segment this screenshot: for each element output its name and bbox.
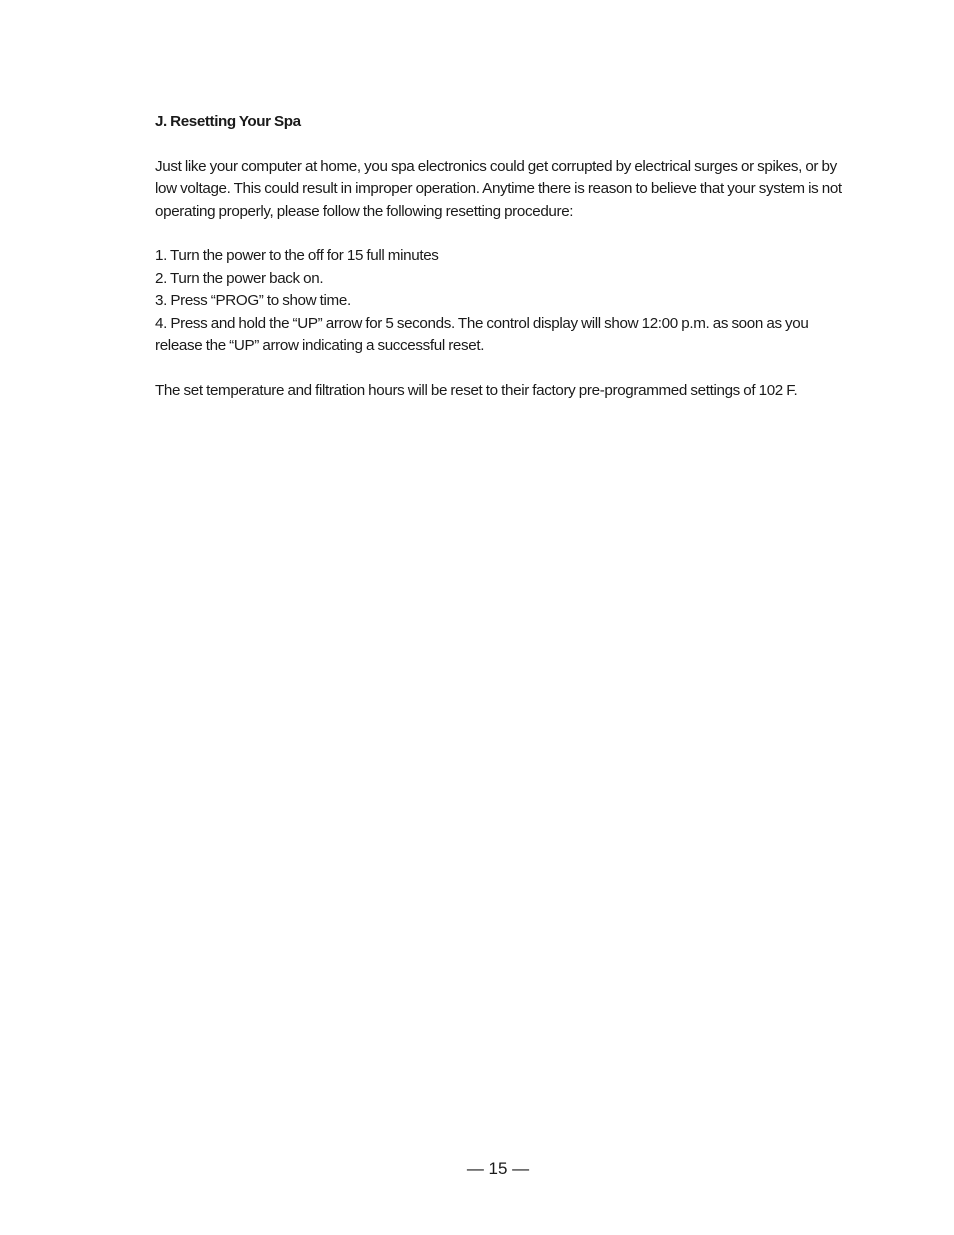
manual-section xyxy=(155,111,845,424)
reset-step: 4. Press and hold the “UP” arrow for 5 seconds. The control display will show 12:00 p.m. as soon as you release the “UP” arrow indicating a successful reset. xyxy=(155,314,809,354)
section-heading: J. Resetting Your Spa xyxy=(155,113,301,130)
page-number: — 15 — xyxy=(466,1159,530,1178)
intro-paragraph: Just like your computer at home, you spa electronics could get corrupted by electrical surges or spikes, or by low voltage. This could result in improper operation. Anytime there is reason to believe that your system is not operating properly, please follow the following resetting procedure: xyxy=(155,157,842,220)
reset-step: 2. Turn the power back on. xyxy=(155,269,324,287)
reset-step: 1. Turn the power to the off for 15 full minutes xyxy=(155,247,439,264)
closing-paragraph: The set temperature and filtration hours will be reset to their factory pre-programmed settings of 102 F. xyxy=(155,381,798,399)
reset-steps-list xyxy=(155,245,845,358)
reset-step: 3. Press “PROG” to show time. xyxy=(155,292,351,309)
